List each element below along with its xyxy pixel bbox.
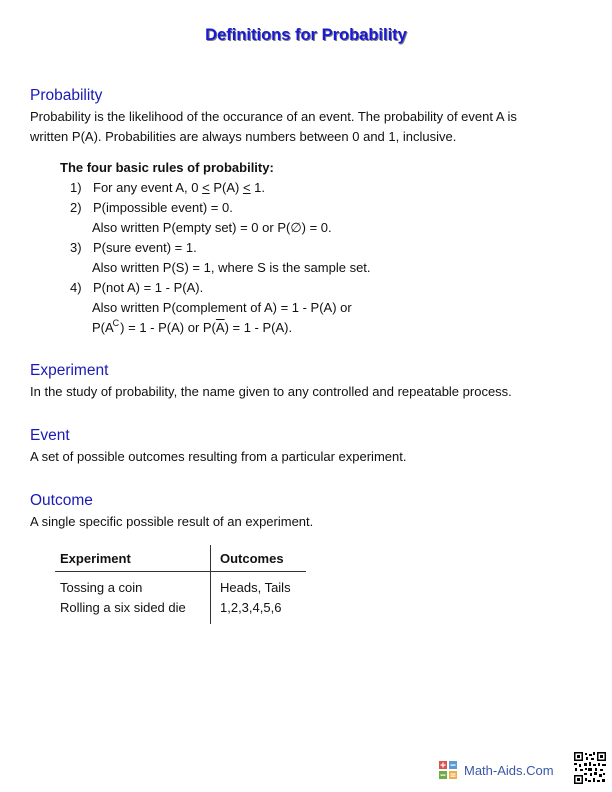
rule-1-pre: For any event A, 0 xyxy=(93,180,203,195)
rule-3-alt: Also written P(S) = 1, where S is the sample set. xyxy=(92,260,371,275)
heading-event: Event xyxy=(30,427,70,444)
rule-4-alt: Also written P(complement of A) = 1 - P(A) or xyxy=(92,300,352,315)
rule-3 xyxy=(60,238,274,258)
rule-3-text: P(sure event) = 1. xyxy=(93,240,197,255)
table-cell: Tossing a coin xyxy=(60,579,143,595)
rule-4 xyxy=(60,278,274,298)
calculator-icon xyxy=(439,761,457,779)
table-cell: Rolling a six sided die xyxy=(60,599,186,615)
rule-4-notation xyxy=(92,318,292,339)
rule-1-number: 1) xyxy=(70,180,82,195)
table-cell: Heads, Tails xyxy=(211,572,307,598)
rule-4-text: P(not A) = 1 - P(A). xyxy=(93,280,204,295)
rule-2-sub xyxy=(60,218,332,238)
rule-3-number: 3) xyxy=(70,240,82,255)
qr-code-icon xyxy=(574,752,606,784)
event-definition: A set of possible outcomes resulting from a particular experiment. xyxy=(30,449,407,464)
rule-3-sub xyxy=(60,258,371,278)
heading-probability: Probability xyxy=(30,87,103,104)
table-cell: 1,2,3,4,5,6 xyxy=(211,597,307,624)
table-row xyxy=(55,572,306,598)
rule-4-sub xyxy=(60,298,352,318)
notation-part: ) = 1 - P(A). xyxy=(224,320,293,335)
experiment-definition: In the study of probability, the name given to any controlled and repeatable process. xyxy=(30,384,512,399)
rule-1-post: 1. xyxy=(250,180,266,195)
rules-title: The four basic rules of probability: xyxy=(60,160,274,175)
rule-4-number: 4) xyxy=(70,280,82,295)
probability-definition: Probability is the likelihood of the occurance of an event. The probability of event A is written P(A). Probabilities are always numbers between 0 and 1, inclusive. xyxy=(30,109,517,144)
heading-experiment: Experiment xyxy=(30,362,109,379)
rule-1-mid: P(A) xyxy=(209,180,243,195)
table-header-row xyxy=(55,545,306,572)
footer-brand xyxy=(439,761,554,779)
notation-part: ) = 1 - P(A) or P( xyxy=(120,320,216,335)
rule-2-text: P(impossible event) = 0. xyxy=(93,200,233,215)
le-symbol: < xyxy=(202,180,210,195)
rule-1 xyxy=(60,178,274,198)
le-symbol: < xyxy=(242,180,251,195)
rule-2 xyxy=(60,198,274,218)
outcomes-table xyxy=(55,545,306,624)
a-bar: A xyxy=(215,320,225,335)
table-row xyxy=(55,597,306,624)
column-header-experiment: Experiment xyxy=(60,550,131,566)
notation-part: P(A xyxy=(92,320,114,335)
column-header-outcomes: Outcomes xyxy=(211,545,307,572)
brand-name: Math-Aids.Com xyxy=(464,762,554,778)
rules-block xyxy=(60,158,371,338)
complement-superscript: C xyxy=(112,318,120,328)
rule-4-sub2 xyxy=(60,318,293,338)
outcome-definition: A single specific possible result of an experiment. xyxy=(30,514,314,529)
page-title: Definitions for Probability xyxy=(205,26,407,44)
rule-2-alt: Also written P(empty set) = 0 or P(∅) = 0. xyxy=(92,220,332,235)
rule-1-text xyxy=(93,178,265,198)
rule-2-number: 2) xyxy=(70,200,82,215)
heading-outcome: Outcome xyxy=(30,492,93,509)
